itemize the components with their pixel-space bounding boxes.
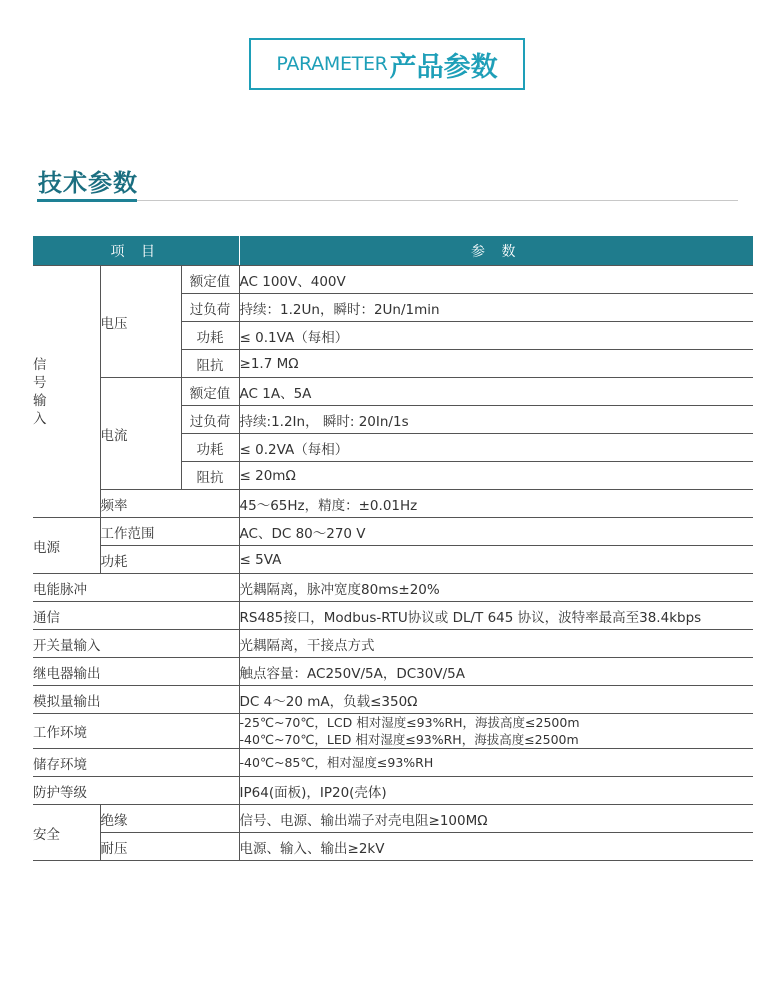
table-row [33,805,753,833]
label-char: 号 [33,374,47,391]
row-name: 绝缘 [100,805,239,833]
table-row [33,714,753,749]
work-env-line-led: -40℃~70℃，LED 相对湿度≤93%RH，海拔高度≤2500m [239,732,579,747]
label-char: 信 [33,356,47,373]
table-row [33,658,753,686]
voltage-label: 电压 [100,266,181,378]
row-name: 继电器输出 [33,658,239,686]
work-env-value [239,714,753,749]
power-label: 电源 [33,518,100,574]
row-name: 工作范围 [100,518,239,546]
row-value: 信号、电源、输出端子对壳电阻≥100MΩ [239,805,753,833]
row-value: IP64(面板)，IP20(壳体) [239,777,753,805]
title-divider [37,200,738,201]
row-name: 额定值 [181,266,239,294]
row-value: 持续:1.2In， 瞬时: 20In/1s [239,406,753,434]
row-name: 模拟量输出 [33,686,239,714]
row-value: 光耦隔离，干接点方式 [239,630,753,658]
frequency-label: 频率 [100,490,239,518]
row-value: ≤ 0.2VA（每相） [239,434,753,462]
row-name: 功耗 [100,546,239,574]
title-accent-bar [37,199,137,202]
row-value: 光耦隔离，脉冲宽度80ms±20% [239,574,753,602]
table-row [33,602,753,630]
row-value: DC 4～20 mA，负载≤350Ω [239,686,753,714]
table-row [33,833,753,861]
row-name: 通信 [33,602,239,630]
header-item: 项 目 [33,236,239,266]
table-row [33,546,753,574]
parameter-banner [249,38,525,90]
row-name: 电能脉冲 [33,574,239,602]
row-value: 触点容量：AC250V/5A，DC30V/5A [239,658,753,686]
current-label: 电流 [100,378,181,490]
table-row [33,574,753,602]
row-name: 开关量输入 [33,630,239,658]
banner-chinese: 产品参数 [389,51,498,83]
row-name: 工作环境 [33,714,239,749]
row-value: 持续：1.2Un，瞬时：2Un/1min [239,294,753,322]
table-row [33,518,753,546]
signal-input-label [33,266,100,518]
row-value: ≤ 5VA [239,546,753,574]
row-value: AC、DC 80～270 V [239,518,753,546]
spec-table [33,236,753,861]
row-value: 45～65Hz，精度：±0.01Hz [239,490,753,518]
row-name: 阻抗 [181,350,239,378]
row-name: 阻抗 [181,462,239,490]
table-row [33,630,753,658]
table-row [33,378,753,406]
table-row [33,749,753,777]
row-value: AC 1A、5A [239,378,753,406]
header-param: 参 数 [239,236,753,266]
row-value: ≥1.7 MΩ [239,350,753,378]
label-char: 输 [33,392,47,409]
table-header-row [33,236,753,266]
row-name: 防护等级 [33,777,239,805]
banner-english: PARAMETER [276,53,388,75]
row-name: 过负荷 [181,294,239,322]
row-value: -40℃~85℃，相对湿度≤93%RH [239,749,753,777]
safety-label: 安全 [33,805,100,861]
row-value: 电源、输入、输出≥2kV [239,833,753,861]
row-value: AC 100V、400V [239,266,753,294]
row-value: ≤ 0.1VA（每相） [239,322,753,350]
row-value: RS485接口，Modbus-RTU协议或 DL/T 645 协议，波特率最高至38.4kbps [239,602,753,630]
section-title: 技术参数 [38,169,138,197]
row-value: ≤ 20mΩ [239,462,753,490]
label-char: 入 [33,410,47,427]
row-name: 耐压 [100,833,239,861]
table-row [33,777,753,805]
work-env-line-lcd: -25℃~70℃，LCD 相对湿度≤93%RH，海拔高度≤2500m [239,715,580,730]
table-row [33,686,753,714]
row-name: 额定值 [181,378,239,406]
row-name: 功耗 [181,322,239,350]
row-name: 功耗 [181,434,239,462]
row-name: 储存环境 [33,749,239,777]
table-row [33,266,753,294]
table-row [33,490,753,518]
row-name: 过负荷 [181,406,239,434]
